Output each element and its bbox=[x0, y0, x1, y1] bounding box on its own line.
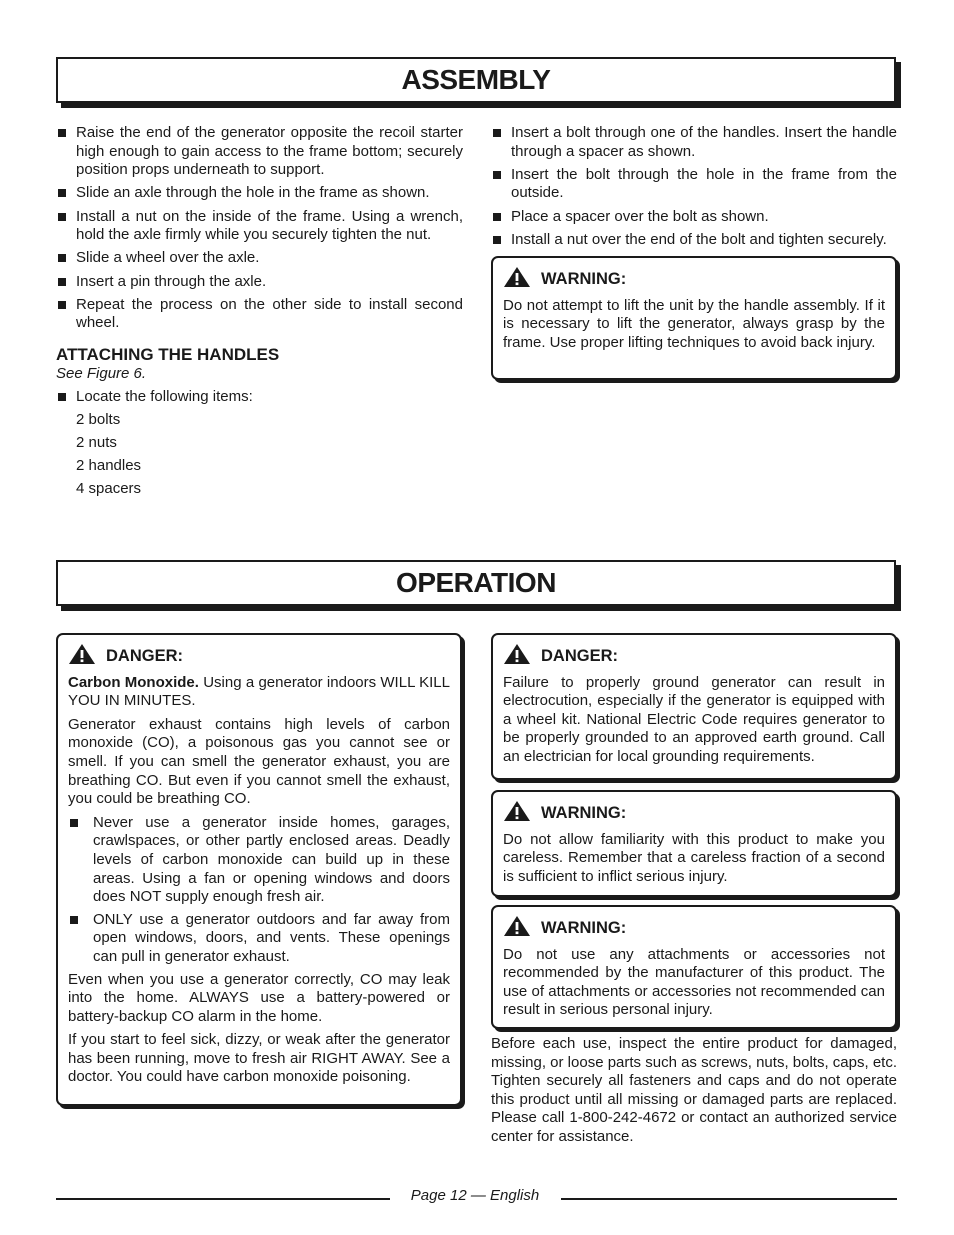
list-item: Insert a pin through the axle. bbox=[56, 273, 463, 292]
handles-heading: ATTACHING THE HANDLES bbox=[56, 344, 280, 364]
footer-rule-right bbox=[561, 1198, 897, 1200]
warning-text: Do not attempt to lift the unit by the handle assembly. If it is necessary to lift the generator, always grasp by the frame. Use proper lifting techniques to avoid back injury. bbox=[503, 296, 885, 351]
list-item: Slide a wheel over the axle. bbox=[56, 249, 463, 268]
warning-triangle-icon bbox=[503, 800, 531, 827]
assembly-right-column bbox=[491, 124, 897, 254]
list-item: Repeat the process on the other side to install second wheel. bbox=[56, 296, 463, 333]
grounding-text: Failure to properly ground generator can result in electrocution, especially if the generator is equipped with a wheel kit. National Electric Code requires generator to be properly grounded to an approved earth ground. Call an electrician for local grounding requirements. bbox=[503, 673, 885, 765]
warning-box-familiarity bbox=[491, 790, 897, 897]
list-item: Never use a generator inside homes, garages, crawlspaces, or other partly enclosed areas. Deadly levels of carbon monoxide can build up in these areas. Using a fan or opening windows and doors does NOT supply enough fresh air. bbox=[68, 814, 450, 907]
list-item: Install a nut over the end of the bolt and tighten securely. bbox=[491, 231, 897, 250]
warning-triangle-icon bbox=[503, 915, 531, 942]
familiarity-text: Do not allow familiarity with this product to make you careless. Remember that a careless fraction of a second is sufficient to inflict serious injury. bbox=[503, 830, 885, 885]
warning-triangle-icon bbox=[503, 266, 531, 293]
warning-box-attachments bbox=[491, 905, 897, 1029]
page-footer: Page 12 — English bbox=[410, 1187, 540, 1204]
list-item: Install a nut on the inside of the frame. Using a wrench, hold the axle firmly while you securely tighten the nut. bbox=[56, 208, 463, 245]
co-lead-bold: Carbon Monoxide. bbox=[68, 673, 199, 691]
see-figure-note: See Figure 6. bbox=[56, 364, 147, 382]
list-item: Place a spacer over the bolt as shown. bbox=[491, 208, 897, 227]
item-bolts: 2 bolts bbox=[76, 410, 121, 428]
assembly-banner bbox=[56, 57, 896, 103]
list-item: Insert a bolt through one of the handles. Insert the handle through a spacer as shown. bbox=[491, 124, 897, 161]
assembly-wheel-steps bbox=[56, 124, 463, 333]
warning-label: WARNING: bbox=[541, 270, 627, 288]
co-paragraph-1: Generator exhaust contains high levels of carbon monoxide (CO), a poisonous gas you cannot see or smell. If you can smell the generator exhaust, you are breathing CO. But even if you cannot smell the exhaust, you could be breathing CO. bbox=[68, 715, 450, 808]
warning-label: WARNING: bbox=[541, 919, 627, 937]
assembly-left-column bbox=[56, 124, 463, 503]
list-item: Insert the bolt through the hole in the frame from the outside. bbox=[491, 166, 897, 203]
co-paragraph-3: If you start to feel sick, dizzy, or weak after the generator has been running, move to fresh air RIGHT AWAY. See a doctor. You could have carbon monoxide poisoning. bbox=[68, 1031, 450, 1086]
list-item: Locate the following items: bbox=[56, 388, 463, 407]
warning-box-lifting bbox=[491, 256, 897, 380]
inspection-paragraph: Before each use, inspect the entire product for damaged, missing, or loose parts such as screws, nuts, bolts, caps, etc. Tighten securely all fasteners and caps and do not operate this product until all missing or damaged parts are replaced. Please call 1-800-242-4672 or contact an authorized service center for assistance. bbox=[491, 1035, 897, 1145]
danger-triangle-icon bbox=[68, 643, 96, 670]
co-lead-rest: Using a generator indoors WILL KILL YOU IN MINUTES. bbox=[68, 673, 450, 710]
handle-steps bbox=[491, 124, 897, 249]
co-bullets bbox=[68, 814, 450, 967]
danger-box-grounding bbox=[491, 633, 897, 780]
list-item: ONLY use a generator outdoors and far away from open windows, doors, and vents. These openings can pull in generator exhaust. bbox=[68, 911, 450, 967]
assembly-title: ASSEMBLY bbox=[401, 64, 551, 95]
footer-rule-left bbox=[56, 1198, 390, 1200]
operation-title: OPERATION bbox=[396, 567, 556, 598]
warning-label: WARNING: bbox=[541, 804, 627, 822]
operation-banner bbox=[56, 560, 896, 606]
item-handles: 2 handles bbox=[76, 457, 142, 475]
co-paragraph-2: Even when you use a generator correctly, CO may leak into the home. ALWAYS use a battery-powered or battery-backup CO alarm in the home. bbox=[68, 970, 450, 1025]
list-item: Slide an axle through the hole in the frame as shown. bbox=[56, 184, 463, 203]
list-item: Raise the end of the generator opposite the recoil starter high enough to gain access to the frame bottom; securely position props underneath to support. bbox=[56, 124, 463, 180]
locate-list bbox=[56, 388, 463, 407]
danger-label: DANGER: bbox=[106, 647, 183, 665]
co-lead bbox=[68, 674, 450, 711]
item-spacers: 4 spacers bbox=[76, 480, 142, 498]
item-nuts: 2 nuts bbox=[76, 433, 117, 451]
danger-box-carbon-monoxide bbox=[56, 633, 462, 1106]
danger-label: DANGER: bbox=[541, 647, 618, 665]
danger-triangle-icon bbox=[503, 643, 531, 670]
attachments-text: Do not use any attachments or accessories not recommended by the manufacturer of this product. The use of attachments or accessories not recommended can result in serious personal injury. bbox=[503, 945, 885, 1019]
